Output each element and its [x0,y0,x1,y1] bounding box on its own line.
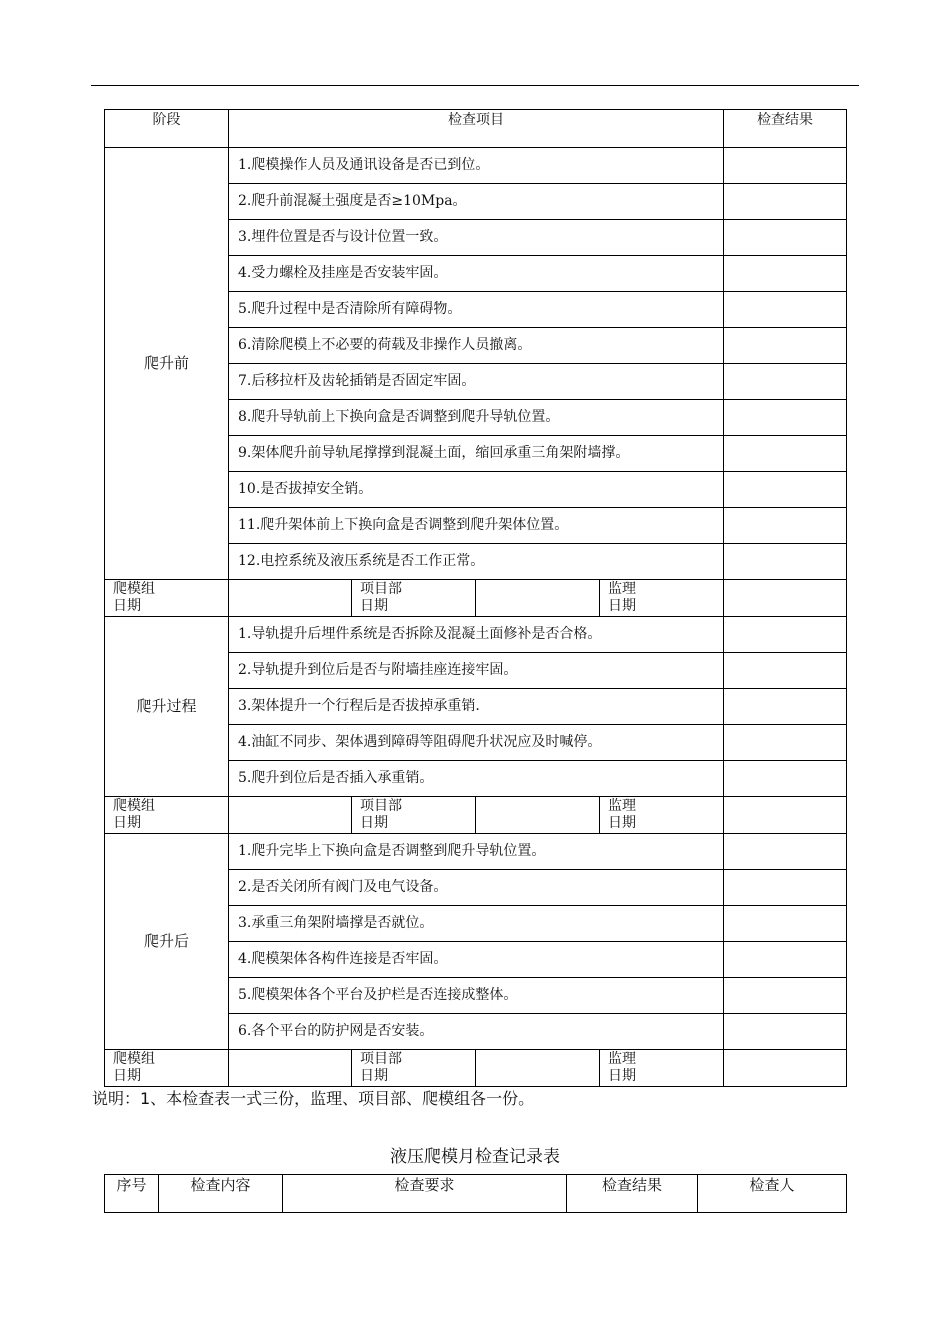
check-item: 4.油缸不同步、架体遇到障碍等阻碍爬升状况应及时喊停。 [229,725,724,761]
signature-label-line: 项目部 [360,1051,402,1067]
signature-fill-group [229,797,352,834]
signature-label-group [105,580,229,617]
check-item: 4.受力螺栓及挂座是否安装牢固。 [229,256,724,292]
check-result-cell [724,148,847,184]
signature-fill-super [724,1050,847,1087]
signature-label-line: 监理 [608,798,636,814]
check-result-cell [724,978,847,1014]
monthly-header-no: 序号 [105,1175,159,1213]
table-row [105,148,847,184]
check-item: 3.架体提升一个行程后是否拔掉承重销. [229,689,724,725]
check-result-cell [724,400,847,436]
signature-label-group [105,1050,229,1087]
table-header-row [105,110,847,148]
signature-fill-super [724,580,847,617]
signature-fill-group [229,580,352,617]
check-item: 8.爬升导轨前上下换向盒是否调整到爬升导轨位置。 [229,400,724,436]
check-item: 3.承重三角架附墙撑是否就位。 [229,906,724,942]
monthly-check-record-table [104,1174,847,1213]
monthly-header-inspector: 检查人 [698,1175,847,1213]
signature-date-line: 日期 [113,1068,141,1084]
signature-label-super [600,1050,724,1087]
check-item: 7.后移拉杆及齿轮插销是否固定牢固。 [229,364,724,400]
check-result-cell [724,870,847,906]
check-result-cell [724,617,847,653]
signature-row [105,580,847,617]
header-rule [91,85,859,86]
check-result-cell [724,544,847,580]
climbing-form-check-table [104,109,847,1087]
check-item: 11.爬升架体前上下换向盒是否调整到爬升架体位置。 [229,508,724,544]
signature-date-line: 日期 [608,598,636,614]
stage-cell: 爬升后 [105,834,229,1050]
signature-date-line: 日期 [113,598,141,614]
check-item: 5.爬升过程中是否清除所有障碍物。 [229,292,724,328]
check-result-cell [724,436,847,472]
signature-fill-group [229,1050,352,1087]
check-result-cell [724,689,847,725]
header-check-result: 检查结果 [724,110,847,148]
stage-cell: 爬升前 [105,148,229,580]
check-result-cell [724,942,847,978]
check-item: 4.爬模架体各构件连接是否牢固。 [229,942,724,978]
check-item: 2.导轨提升到位后是否与附墙挂座连接牢固。 [229,653,724,689]
signature-label-dept [352,1050,476,1087]
signature-date-line: 日期 [360,1068,388,1084]
check-result-cell [724,906,847,942]
check-item: 10.是否拔掉安全销。 [229,472,724,508]
check-item: 5.爬模架体各个平台及护栏是否连接成整体。 [229,978,724,1014]
check-item: 1.爬升完毕上下换向盒是否调整到爬升导轨位置。 [229,834,724,870]
check-item: 6.各个平台的防护网是否安装。 [229,1014,724,1050]
signature-label-line: 爬模组 [113,581,155,597]
signature-row [105,1050,847,1087]
signature-label-line: 爬模组 [113,1051,155,1067]
check-result-cell [724,834,847,870]
stage-cell: 爬升过程 [105,617,229,797]
signature-date-line: 日期 [360,815,388,831]
monthly-table-title: 液压爬模月检查记录表 [390,1147,560,1167]
check-item: 1.爬模操作人员及通讯设备是否已到位。 [229,148,724,184]
signature-label-super [600,580,724,617]
check-result-cell [724,761,847,797]
check-result-cell [724,184,847,220]
signature-fill-dept [476,1050,600,1087]
signature-date-line: 日期 [360,598,388,614]
check-result-cell [724,1014,847,1050]
check-item: 2.爬升前混凝土强度是否≥10Mpa。 [229,184,724,220]
check-item: 12.电控系统及液压系统是否工作正常。 [229,544,724,580]
check-item: 1.导轨提升后埋件系统是否拆除及混凝土面修补是否合格。 [229,617,724,653]
monthly-header-result: 检查结果 [567,1175,698,1213]
table-note: 说明：1、本检查表一式三份，监理、项目部、爬模组各一份。 [92,1089,535,1108]
monthly-header-content: 检查内容 [159,1175,283,1213]
signature-label-dept [352,797,476,834]
check-result-cell [724,653,847,689]
check-result-cell [724,256,847,292]
monthly-header-row [105,1175,847,1213]
signature-date-line: 日期 [608,1068,636,1084]
header-stage: 阶段 [105,110,229,148]
header-check-item: 检查项目 [229,110,724,148]
signature-fill-dept [476,580,600,617]
signature-fill-dept [476,797,600,834]
signature-label-line: 项目部 [360,798,402,814]
check-item: 9.架体爬升前导轨尾撑撑到混凝土面，缩回承重三角架附墙撑。 [229,436,724,472]
signature-label-line: 监理 [608,581,636,597]
check-item: 6.清除爬模上不必要的荷载及非操作人员撤离。 [229,328,724,364]
check-result-cell [724,508,847,544]
check-result-cell [724,725,847,761]
signature-label-group [105,797,229,834]
table-row [105,617,847,653]
signature-label-line: 项目部 [360,581,402,597]
check-result-cell [724,328,847,364]
signature-row [105,797,847,834]
signature-label-dept [352,580,476,617]
signature-date-line: 日期 [113,815,141,831]
check-item: 3.埋件位置是否与设计位置一致。 [229,220,724,256]
check-item: 5.爬升到位后是否插入承重销。 [229,761,724,797]
check-result-cell [724,220,847,256]
signature-date-line: 日期 [608,815,636,831]
check-item: 2.是否关闭所有阀门及电气设备。 [229,870,724,906]
signature-label-line: 爬模组 [113,798,155,814]
signature-label-super [600,797,724,834]
signature-fill-super [724,797,847,834]
table-row [105,834,847,870]
check-result-cell [724,292,847,328]
check-result-cell [724,472,847,508]
signature-label-line: 监理 [608,1051,636,1067]
monthly-header-requirement: 检查要求 [283,1175,567,1213]
check-result-cell [724,364,847,400]
